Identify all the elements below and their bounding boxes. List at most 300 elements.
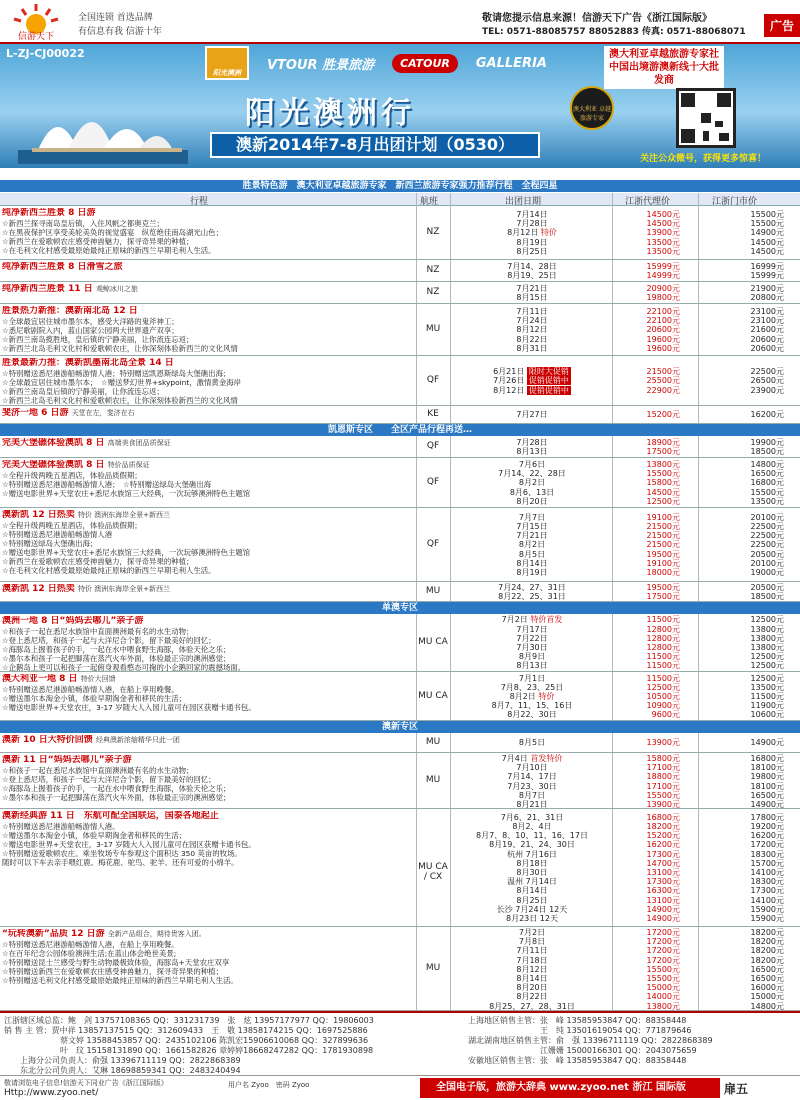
date-list bbox=[452, 262, 612, 280]
page-header bbox=[0, 0, 800, 44]
agent-price: 20600元 bbox=[646, 325, 680, 335]
route-title: 澳洲一地 8 日“妈妈去哪儿”亲子游 bbox=[2, 616, 144, 626]
door-price: 12500元 bbox=[750, 652, 784, 662]
door-price: 20800元 bbox=[750, 293, 784, 302]
route-cell bbox=[2, 208, 414, 255]
departure-date: 7月21日 bbox=[516, 283, 548, 293]
promo-tag: 特价 bbox=[538, 691, 555, 701]
footer-left bbox=[4, 1016, 464, 1076]
door-price-list bbox=[700, 813, 790, 923]
date-list bbox=[452, 738, 612, 747]
agent-price-list bbox=[614, 284, 684, 302]
route-feature: ☆特别赠送悉尼港游船畅游情人港。 bbox=[2, 822, 120, 831]
door-price: 22500元 bbox=[750, 367, 784, 377]
promo-tag: 促销促销中 bbox=[528, 385, 569, 395]
route-title: 纯净新西兰胜景 8 日游 bbox=[2, 208, 96, 218]
departure-date: 7月23、30日 bbox=[507, 781, 557, 791]
agent-price: 21500元 bbox=[646, 367, 680, 377]
agent-price-list bbox=[614, 674, 684, 720]
agent-price: 19600元 bbox=[646, 343, 680, 353]
airline-code: MU bbox=[425, 324, 441, 334]
date-list bbox=[452, 367, 612, 395]
departure-date: 8月30日 bbox=[516, 868, 548, 878]
door-price: 15999元 bbox=[750, 271, 784, 280]
agent-price: 14999元 bbox=[646, 271, 680, 280]
route-feature: ☆全程升级两晚五星酒店，体验品质假期； bbox=[2, 521, 142, 530]
route-subtitle: 全新产品组合，期待贵客入团。 bbox=[107, 930, 206, 938]
departure-date: 7月2日 特价首发 bbox=[501, 615, 563, 625]
departure-date: 8月12日 bbox=[516, 964, 548, 974]
departure-date: 7月6、21、31日 bbox=[500, 812, 564, 822]
table-row bbox=[0, 406, 800, 424]
route-cell bbox=[2, 616, 414, 672]
door-price: 12500元 bbox=[750, 673, 784, 683]
route-feature: ☆海豚岛上握着孩子的手，一起在水中喂食野生海豚，体验天伦之乐； bbox=[2, 784, 231, 793]
award-medal: 澳大利亚 卓越 旅游专家 bbox=[570, 86, 614, 130]
door-price: 22500元 bbox=[750, 540, 784, 550]
door-price: 16200元 bbox=[750, 410, 784, 420]
departure-date: 8月12日 特价 bbox=[507, 228, 557, 238]
door-price: 20500元 bbox=[750, 549, 784, 559]
departure-date: 8月12日 bbox=[516, 325, 548, 335]
agent-price: 14900元 bbox=[646, 904, 680, 914]
door-price-list bbox=[700, 754, 790, 809]
table-row bbox=[0, 508, 800, 582]
departure-date: 8月2日 bbox=[518, 540, 546, 550]
airline-code: MU CA bbox=[418, 690, 448, 701]
agent-price: 16300元 bbox=[646, 886, 680, 896]
departure-date: 7月8、23、25日 bbox=[500, 682, 564, 692]
banner-title: 阳光澳洲行 bbox=[245, 96, 415, 131]
qr-code-icon[interactable] bbox=[676, 88, 736, 148]
agent-price: 17200元 bbox=[646, 946, 680, 956]
opera-house-icon bbox=[18, 94, 188, 164]
route-feature: ☆登上悉尼塔，和孩子一起与大洋尼合个影，留下最美好的回忆； bbox=[2, 636, 216, 645]
route-feature: ☆特别赠送毛利文化村感受最原始最纯正原味的新西兰早期毛利人生活。 bbox=[2, 976, 238, 985]
airline-code: MU bbox=[425, 586, 441, 596]
departure-date: 温州 7月14日 bbox=[507, 877, 557, 887]
route-cell bbox=[2, 735, 414, 746]
departure-date: 8月19日 bbox=[516, 237, 548, 247]
departure-date: 8月22、25、31日 bbox=[498, 592, 566, 602]
route-feature: ☆特别赠送昆士兰感受与野生动物最极致体验，海豚岛+天堂农庄双享 bbox=[2, 958, 230, 967]
date-list bbox=[452, 928, 612, 1011]
door-price: 16500元 bbox=[750, 974, 784, 984]
airline-code: NZ bbox=[426, 227, 440, 237]
bottom-note: 敬请浏览电子信息!信游天下同业广告《浙江国际版》 bbox=[4, 1079, 168, 1087]
section-header-3: 单澳专区 bbox=[0, 602, 800, 614]
door-price: 20600元 bbox=[750, 343, 784, 353]
website-link[interactable]: Http://www.zyoo.net/ bbox=[4, 1088, 99, 1098]
agent-price: 19800元 bbox=[646, 293, 680, 302]
route-title: 澳新 10 日大特价回馈 经典澳新浓缩精华只此一团 bbox=[2, 735, 180, 745]
door-price: 20100元 bbox=[750, 512, 784, 522]
route-cell bbox=[2, 306, 414, 353]
col-agent: 江浙代理价 bbox=[625, 197, 671, 207]
route-subtitle: 特价 澳洲东海岸全景+新西兰 bbox=[77, 511, 171, 519]
route-cell bbox=[2, 510, 414, 575]
route-subtitle: 特价大回馈 bbox=[80, 675, 116, 683]
door-price-list bbox=[700, 738, 790, 747]
route-subtitle: 高端美食团品质保证 bbox=[107, 439, 171, 447]
door-price: 19000元 bbox=[750, 568, 784, 578]
door-price: 13800元 bbox=[750, 633, 784, 643]
door-price-list bbox=[700, 307, 790, 353]
route-title: 胜景热力新推：澳新南北岛 12 日 bbox=[2, 306, 138, 316]
departure-date: 8月2日 特价 bbox=[509, 691, 555, 701]
agent-price-list bbox=[614, 307, 684, 353]
expert-line-1: 澳大利亚卓越旅游专家社 bbox=[609, 49, 719, 60]
door-price: 12500元 bbox=[750, 615, 784, 625]
agent-price: 11500元 bbox=[646, 673, 680, 683]
date-list bbox=[452, 460, 612, 506]
table-row bbox=[0, 436, 800, 458]
airline-code: MU bbox=[425, 963, 441, 973]
door-price: 21600元 bbox=[750, 325, 784, 335]
departure-date: 8月7、11、15、16日 bbox=[491, 701, 573, 711]
agent-price-list bbox=[614, 813, 684, 923]
agent-price: 13500元 bbox=[646, 246, 680, 256]
route-feature: ☆全球最宜居住城市墨尔本，感受大洋路的鬼斧神工； bbox=[2, 317, 179, 326]
route-feature: ☆悉尼歌剧院入内，蓝山国家公园两大世界遗产双享； bbox=[2, 326, 179, 335]
route-feature: ☆登上悉尼塔，和孩子一起与大洋尼合个影，留下最美好的回忆； bbox=[2, 775, 216, 784]
route-subtitle: 观鲸冰川之旅 bbox=[95, 285, 138, 293]
departure-date: 7月24日 bbox=[516, 316, 548, 326]
route-title: 澳新 11 日“妈妈去哪儿”亲子游 bbox=[2, 755, 132, 765]
agent-price: 10900元 bbox=[646, 701, 680, 711]
agent-price: 17500元 bbox=[646, 447, 680, 456]
agent-price: 13800元 bbox=[646, 1001, 680, 1011]
agent-price-list bbox=[614, 410, 684, 419]
departure-date: 7月21日 bbox=[516, 531, 548, 541]
route-feature: ☆新西兰北岛毛利文化村和爱歌顿农庄，让你深刻体验新西兰的文化风情 bbox=[2, 344, 238, 353]
ad-badge: 广告 bbox=[764, 14, 800, 37]
door-price-list bbox=[700, 674, 790, 720]
route-feature: ☆赠送电影世界+天堂农庄+悉尼水族馆三大经典，一次玩够澳洲特色主题馆 bbox=[2, 548, 251, 557]
route-feature: ☆赠送墨尔本淘金小镇，体验早期淘金者和移民的生活； bbox=[2, 831, 187, 840]
departure-date: 8月7、8、10、11、16、17日 bbox=[476, 831, 588, 841]
route-feature: ☆全程升级两晚五星酒店，体验品质假期； bbox=[2, 471, 142, 480]
route-feature: ☆特别赠送悉尼港游船畅游情人港，在船上享用晚餐。 bbox=[2, 940, 179, 949]
agent-price: 20900元 bbox=[646, 283, 680, 293]
table-row bbox=[0, 206, 800, 260]
route-title: 澳新凯 12 日热卖 特价 澳洲东海岸全景+新西兰 bbox=[2, 510, 171, 520]
brand-slogan-2: 有信息有我 信游十年 bbox=[78, 27, 162, 37]
route-title: “玩转澳新”品质 12 日游 全新产品组合，期待贵客入团。 bbox=[2, 929, 206, 939]
section-header-1: 胜景特色游 澳大利亚卓越旅游专家 新西兰旅游专家强力推荐行程 全程四星 bbox=[0, 180, 800, 192]
departure-date: 7月14、28日 bbox=[507, 261, 557, 271]
departure-date: 8月19、21、24、30日 bbox=[489, 840, 575, 850]
departure-date: 8月21日 bbox=[516, 800, 548, 810]
agent-price: 21500元 bbox=[646, 531, 680, 541]
route-subtitle: 经典澳新浓缩精华只此一团 bbox=[95, 736, 180, 744]
departure-date: 8月22日 bbox=[516, 992, 548, 1002]
door-price: 16800元 bbox=[750, 478, 784, 488]
agent-price-list bbox=[614, 738, 684, 747]
table-row bbox=[0, 809, 800, 927]
route-feature: ☆在毛利文化村感受最原始最纯正原味的新西兰早期毛利人生活。 bbox=[2, 566, 216, 575]
table-row bbox=[0, 582, 800, 602]
door-price: 23100元 bbox=[750, 316, 784, 326]
footer-line: 江姗姗 15000166301 QQ：2043075659 bbox=[468, 1046, 697, 1055]
agent-price: 19100元 bbox=[646, 558, 680, 568]
agent-price-list bbox=[614, 615, 684, 670]
agent-price-list bbox=[614, 583, 684, 601]
departure-date: 8月25日 bbox=[516, 895, 548, 905]
partner-logo-1: 阳光澳洲 bbox=[205, 46, 249, 80]
route-feature: ☆赠送电影世界+天堂农庄，3-17 岁随大人入园儿童可在园区获赠卡通书包。 bbox=[2, 840, 256, 849]
door-price-list bbox=[700, 438, 790, 456]
route-feature: ☆特别赠送悉尼港游船畅游情人港，在船上享用晚餐。 bbox=[2, 685, 179, 694]
table-row bbox=[0, 260, 800, 282]
door-price-list bbox=[700, 513, 790, 577]
door-price: 18300元 bbox=[750, 877, 784, 887]
door-price: 18100元 bbox=[750, 781, 784, 791]
footer-line: 江浙辖区域总监：鲍 剑 13757108365 QQ：331231739 张 炫 13957177977 QQ：19806003 bbox=[4, 1016, 374, 1025]
agent-price-list bbox=[614, 210, 684, 256]
agent-price: 21500元 bbox=[646, 522, 680, 531]
departure-date: 6月21日 限时大促销 bbox=[493, 367, 569, 377]
table-row bbox=[0, 304, 800, 356]
door-price: 18200元 bbox=[750, 955, 784, 965]
brand-slogan-1: 全国连锁 首选品牌 bbox=[78, 13, 153, 23]
source-tip: 敬请您提示信息来源！信游天下广告《浙江国际版》 bbox=[482, 13, 712, 24]
agent-price-list bbox=[614, 262, 684, 280]
door-price: 14100元 bbox=[750, 895, 784, 905]
license-code: L-ZJ-CJ00022 bbox=[6, 47, 85, 60]
agent-price: 13100元 bbox=[646, 895, 680, 905]
departure-date: 7月6日 bbox=[518, 460, 546, 469]
departure-date: 8月5日 bbox=[518, 549, 546, 559]
footer-line: 安徽地区销售主管：张 峰 13585953847 QQ：88358448 bbox=[468, 1056, 687, 1065]
agent-price: 15500元 bbox=[646, 964, 680, 974]
agent-price: 16800元 bbox=[646, 812, 680, 822]
route-subtitle: 特价品质保证 bbox=[107, 461, 150, 469]
footer-line: 叶 玟 15158131890 QQ：1661582826 章婷婷18668247282 QQ：1781930898 bbox=[4, 1046, 374, 1055]
route-cell bbox=[2, 584, 414, 595]
door-price: 15000元 bbox=[750, 992, 784, 1002]
route-title: 澳新凯 12 日热卖 特价 澳洲东海岸全景+新西兰 bbox=[2, 584, 171, 594]
departure-date: 8月19日 bbox=[516, 568, 548, 578]
promo-tag: 特价首发 bbox=[530, 615, 563, 625]
departure-date: 7月7日 bbox=[518, 512, 546, 522]
agent-price: 25500元 bbox=[646, 376, 680, 386]
date-list bbox=[452, 813, 612, 923]
door-price: 12500元 bbox=[750, 661, 784, 671]
agent-price-list bbox=[614, 460, 684, 506]
table-row bbox=[0, 753, 800, 809]
door-price-list bbox=[700, 583, 790, 601]
expert-line-2: 中国出境游澳新线十大批发商 bbox=[609, 62, 719, 86]
route-title: 澳大利亚一地 8 日 特价大回馈 bbox=[2, 674, 116, 684]
footer-contacts bbox=[0, 1011, 800, 1075]
door-price: 16500元 bbox=[750, 469, 784, 479]
departure-date: 8月5日 bbox=[518, 738, 546, 748]
table-row bbox=[0, 356, 800, 406]
agent-price-list bbox=[614, 754, 684, 809]
route-feature: ☆新西兰北岛毛利文化村和爱歌顿农庄，让你深刻体验新西兰的文化风情 bbox=[2, 396, 238, 405]
agent-price: 14000元 bbox=[646, 992, 680, 1002]
door-price-list bbox=[700, 210, 790, 256]
agent-price: 15500元 bbox=[646, 469, 680, 479]
table-row bbox=[0, 927, 800, 1011]
door-price: 14800元 bbox=[750, 1001, 784, 1011]
door-price: 22500元 bbox=[750, 531, 784, 541]
door-price: 15500元 bbox=[750, 487, 784, 497]
door-price: 17800元 bbox=[750, 812, 784, 822]
route-feature: ☆赠送电影世界+天堂农庄+悉尼水族馆三大经典，一次玩够澳洲特色主题馆 bbox=[2, 489, 251, 498]
agent-price: 15500元 bbox=[646, 790, 680, 800]
door-price-list bbox=[700, 410, 790, 419]
contact-tel: TEL: 0571-88085757 88052883 传真: 0571-88068071 bbox=[482, 27, 746, 37]
departure-date: 7月22日 bbox=[516, 633, 548, 643]
door-price: 20600元 bbox=[750, 334, 784, 344]
door-price: 16800元 bbox=[750, 754, 784, 763]
departure-date: 7月4日 首发特价 bbox=[501, 754, 563, 763]
door-price: 16200元 bbox=[750, 831, 784, 841]
route-cell bbox=[2, 262, 414, 273]
route-feature: ☆和孩子一起在悉尼水族馆中直面澳洲最有名的水生动物； bbox=[2, 766, 194, 775]
route-cell bbox=[2, 358, 414, 405]
agent-price: 19500元 bbox=[646, 549, 680, 559]
footer-line: 销 售 主 管：贾中祥 13857137515 QQ：312609433 王 敬 13858174215 QQ：1697525886 bbox=[4, 1026, 368, 1035]
partner-logo-4: GALLERIA bbox=[475, 55, 547, 71]
agent-price: 17100元 bbox=[646, 781, 680, 791]
agent-price: 15800元 bbox=[646, 478, 680, 488]
route-feature: ☆新西兰在爱歌顿农庄感受神兽魅力，探寻奇异果的种植； bbox=[2, 557, 194, 566]
door-price: 15500元 bbox=[750, 219, 784, 229]
door-price: 20500元 bbox=[750, 583, 784, 592]
route-feature: ☆全球最宜居住城市墨尔本； ☆赠送梦幻世界+skypoint，激情黄金海岸 bbox=[2, 378, 241, 387]
agent-price: 12500元 bbox=[646, 682, 680, 692]
route-feature: ☆墨尔本和孩子一起把脚荡在蒸汽火车外面，体验最正宗的澳洲感觉； bbox=[2, 654, 231, 663]
agent-price: 14700元 bbox=[646, 858, 680, 868]
departure-date: 8月20日 bbox=[516, 496, 548, 506]
departure-date: 8月13日 bbox=[516, 447, 548, 456]
door-price: 14500元 bbox=[750, 246, 784, 256]
agent-price: 11500元 bbox=[646, 661, 680, 671]
plan-label: 澳新2014年7-8月出团计划（0530） bbox=[210, 132, 540, 158]
date-list bbox=[452, 754, 612, 809]
door-price: 15700元 bbox=[750, 858, 784, 868]
login-hint: 用户名 Zyoo 密码 Zyoo bbox=[228, 1081, 310, 1089]
agent-price: 18000元 bbox=[646, 568, 680, 578]
table-row bbox=[0, 458, 800, 508]
departure-date: 8月20日 bbox=[516, 983, 548, 993]
agent-price: 18800元 bbox=[646, 772, 680, 782]
door-price: 16999元 bbox=[750, 261, 784, 271]
route-title: 完美大堡礁体验澳凯 8 日 高端美食团品质保证 bbox=[2, 438, 171, 448]
departure-date: 7月17日 bbox=[516, 624, 548, 634]
departure-date: 7月14日 bbox=[516, 210, 548, 219]
agent-price-list bbox=[614, 513, 684, 577]
departure-date: 8月14日 bbox=[516, 974, 548, 984]
date-list bbox=[452, 583, 612, 601]
departure-date: 7月8日 bbox=[518, 937, 546, 947]
door-price: 15500元 bbox=[750, 210, 784, 219]
door-price: 19900元 bbox=[750, 437, 784, 447]
agent-price: 22900元 bbox=[646, 385, 680, 395]
table-row bbox=[0, 282, 800, 304]
agent-price-list bbox=[614, 367, 684, 395]
departure-date: 7月30日 bbox=[516, 643, 548, 652]
door-price: 17300元 bbox=[750, 886, 784, 896]
agent-price: 13900元 bbox=[646, 800, 680, 810]
expert-box bbox=[604, 46, 724, 89]
door-price: 13800元 bbox=[750, 624, 784, 634]
table-row bbox=[0, 614, 800, 672]
departure-date: 8月9日 bbox=[518, 652, 546, 662]
door-price: 21900元 bbox=[750, 283, 784, 293]
door-price: 13800元 bbox=[750, 643, 784, 652]
airline-code: QF bbox=[426, 539, 440, 549]
departure-date: 8月23日 12天 bbox=[506, 914, 558, 924]
agent-price: 12800元 bbox=[646, 643, 680, 652]
departure-date: 7月11日 bbox=[516, 946, 548, 956]
route-title: 纯净新西兰胜景 8 日滑雪之旅 bbox=[2, 262, 123, 272]
route-feature: ☆海豚岛上握着孩子的手，一起在水中喂食野生海豚，体验天伦之乐； bbox=[2, 645, 231, 654]
agent-price: 17200元 bbox=[646, 928, 680, 937]
partner-logo-3: CATOUR bbox=[392, 54, 458, 73]
door-price: 14900元 bbox=[750, 738, 784, 748]
door-price: 14900元 bbox=[750, 800, 784, 810]
route-cell bbox=[2, 674, 414, 712]
route-feature: ☆特别赠送绿岛大堡礁出海； bbox=[2, 539, 98, 548]
promo-tag: 首发特价 bbox=[530, 754, 563, 763]
agent-price: 16200元 bbox=[646, 840, 680, 850]
route-cell bbox=[2, 811, 414, 867]
door-price: 18100元 bbox=[750, 763, 784, 773]
date-list bbox=[452, 284, 612, 302]
promo-tag: 限时大促销 bbox=[528, 367, 569, 377]
door-price-list bbox=[700, 460, 790, 506]
departure-date: 7月14、17日 bbox=[507, 772, 557, 782]
door-price: 18200元 bbox=[750, 937, 784, 947]
door-price: 19200元 bbox=[750, 822, 784, 831]
footer-right bbox=[468, 1016, 796, 1066]
departure-date: 8月2、4日 bbox=[512, 822, 552, 831]
door-price: 19800元 bbox=[750, 772, 784, 782]
page-label: 扉五 bbox=[724, 1082, 749, 1096]
route-feature: ☆和孩子一起在悉尼水族馆中直面澳洲最有名的水生动物； bbox=[2, 627, 194, 636]
door-price-list bbox=[700, 284, 790, 302]
departure-date: 7月26日 促销促销中 bbox=[493, 376, 569, 386]
agent-price: 17200元 bbox=[646, 955, 680, 965]
date-list bbox=[452, 513, 612, 577]
route-subtitle: 特价 澳洲东海岸全景+新西兰 bbox=[77, 585, 171, 593]
agent-price: 11500元 bbox=[646, 615, 680, 625]
col-air: 航班 bbox=[420, 197, 439, 207]
route-feature: ☆在毛利文化村感受最原始最纯正原味的新西兰早期毛利人生活。 bbox=[2, 246, 216, 255]
footer-line: 上海地区销售主管：张 峰 13585953847 QQ：88358448 bbox=[468, 1016, 687, 1025]
route-title: 斐济一地 6 日游 天堂在左，斐济在右 bbox=[2, 408, 135, 418]
agent-price: 15800元 bbox=[646, 754, 680, 763]
departure-date: 8月22、30日 bbox=[507, 710, 557, 720]
agent-price: 17500元 bbox=[646, 592, 680, 602]
door-price: 18200元 bbox=[750, 928, 784, 937]
door-price: 18500元 bbox=[750, 592, 784, 602]
route-subtitle: 天堂在左，斐济在右 bbox=[71, 409, 135, 417]
door-price: 20100元 bbox=[750, 558, 784, 568]
route-feature: ☆新西兰南岛揽胜地，皇后镇的宁静美丽，让你流连忘返； bbox=[2, 335, 194, 344]
airline-code: MU bbox=[425, 775, 441, 785]
door-price: 14500元 bbox=[750, 237, 784, 247]
door-price: 11900元 bbox=[750, 701, 784, 711]
departure-date: 长沙 7月24日 12天 bbox=[496, 904, 568, 914]
door-price: 23100元 bbox=[750, 307, 784, 316]
departure-date: 8月7日 bbox=[518, 790, 546, 800]
sun-logo-icon bbox=[4, 2, 68, 40]
